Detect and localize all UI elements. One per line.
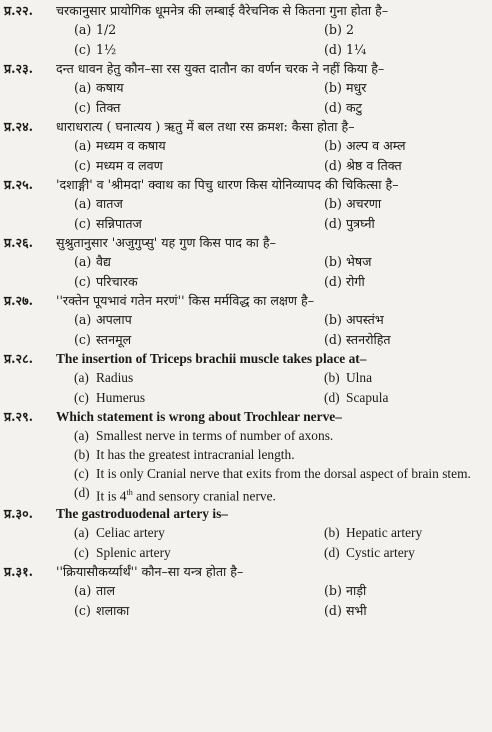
option-text: नाड़ी	[346, 583, 367, 599]
option-text: Humerus	[96, 390, 146, 405]
question-30	[4, 505, 486, 563]
question-26	[4, 234, 486, 292]
option-label: (c)	[74, 545, 89, 561]
option-label: (d)	[324, 545, 340, 561]
option-a	[74, 252, 324, 272]
option-label: (a)	[74, 312, 92, 327]
option-text: अपलाप	[96, 312, 132, 327]
question-number: प्र.२२.	[4, 3, 34, 18]
option-c	[74, 543, 324, 563]
question-24	[4, 118, 486, 176]
option-d	[74, 483, 486, 505]
option-text: 2	[346, 22, 355, 37]
option-label: (c)	[74, 158, 91, 173]
option-label: (a)	[74, 370, 89, 385]
option-text: Celiac artery	[96, 525, 165, 541]
option-text: शलाका	[96, 603, 130, 619]
question-number: प्र.२७.	[4, 293, 34, 308]
option-b	[324, 194, 486, 214]
option-label: (d)	[324, 274, 342, 289]
option-label: (b)	[74, 447, 90, 462]
question-text: चरकानुसार प्रायोगिक धूमनेत्र की लम्बाई वैरेचनिक से कितना गुना होता है–	[56, 3, 389, 18]
option-text: अल्प व अम्ल	[346, 138, 406, 153]
option-c	[74, 330, 324, 350]
option-text: Radius	[96, 370, 134, 385]
option-text: वैद्य	[96, 254, 111, 269]
option-label: (a)	[74, 138, 92, 153]
option-label: (b)	[324, 80, 342, 95]
question-23	[4, 60, 486, 118]
option-text: Smallest nerve in terms of number of axons.	[96, 428, 334, 443]
question-text: 'दशाङ्गी' व 'श्रीमदा' क्वाथ का पिचु धारण किस योनिव्यापद की चिकित्सा है–	[56, 177, 399, 192]
question-text: धाराधरात्य ( घनात्यय ) ऋतु में बल तथा रस क्रमश: कैसा होता है–	[56, 119, 355, 134]
option-label: (b)	[324, 138, 342, 153]
question-29	[4, 408, 486, 505]
option-d	[324, 156, 486, 176]
option-text: Ulna	[346, 370, 373, 385]
option-a	[74, 426, 486, 445]
option-a	[74, 368, 324, 388]
question-number: प्र.२९.	[4, 409, 34, 424]
option-label: (d)	[324, 216, 342, 231]
option-c	[74, 40, 324, 60]
option-text: Scapula	[346, 390, 389, 405]
question-number: प्र.२३.	[4, 61, 34, 76]
option-text: सन्निपातज	[96, 216, 142, 231]
option-text: पुत्रघ्नी	[346, 216, 375, 231]
option-text: 1½	[96, 42, 117, 57]
option-text: कटु	[346, 100, 363, 115]
option-a	[74, 310, 324, 330]
question-25	[4, 176, 486, 234]
option-label: (b)	[324, 22, 342, 37]
option-a	[74, 523, 324, 543]
option-label: (a)	[74, 583, 92, 599]
option-text: Cystic artery	[346, 545, 415, 561]
option-text: अचरणा	[346, 196, 382, 211]
option-text: स्तनरोहित	[346, 332, 391, 347]
option-text: रोगी	[346, 274, 365, 289]
option-d	[324, 601, 486, 621]
option-b	[324, 523, 486, 543]
option-label: (d)	[324, 390, 340, 405]
option-text: It is 4th and sensory cranial nerve.	[96, 488, 276, 504]
option-text: Hepatic artery	[346, 525, 423, 541]
option-d	[324, 543, 486, 563]
option-label: (b)	[324, 583, 342, 599]
option-text: श्रेष्ठ व तिक्त	[346, 158, 402, 173]
option-c	[74, 388, 324, 408]
option-label: (b)	[324, 525, 340, 541]
option-text: तिक्त	[96, 100, 121, 115]
option-b	[324, 136, 486, 156]
option-label: (d)	[324, 158, 342, 173]
option-c	[74, 464, 486, 483]
option-label: (a)	[74, 80, 92, 95]
question-number: प्र.२८.	[4, 351, 34, 366]
option-text: भेषज	[346, 254, 372, 269]
option-a	[74, 136, 324, 156]
option-text: 1/2	[96, 22, 117, 37]
option-label: (d)	[324, 42, 342, 57]
option-text: स्तनमूल	[96, 332, 132, 347]
option-text: अपस्तंभ	[346, 312, 384, 327]
option-label: (c)	[74, 274, 91, 289]
option-text: मधुर	[346, 80, 367, 95]
option-d	[324, 330, 486, 350]
option-d	[324, 388, 486, 408]
question-number: प्र.२४.	[4, 119, 34, 134]
option-c	[74, 272, 324, 292]
question-text: The insertion of Triceps brachii muscle takes place at–	[56, 351, 367, 366]
option-d	[324, 40, 486, 60]
option-a	[74, 78, 324, 98]
question-number: प्र.३१.	[4, 564, 34, 580]
question-text: दन्त धावन हेतु कौन–सा रस युक्त दातौन का वर्णन चरक ने नहीं किया है–	[56, 61, 385, 76]
question-number: प्र.२५.	[4, 177, 34, 192]
option-text: It is only Cranial nerve that exits from the dorsal aspect of brain stem.	[96, 466, 471, 481]
question-text: ''क्रियासौकर्य्यार्थं'' कौन–सा यन्त्र होता है–	[56, 564, 244, 580]
option-label: (b)	[324, 196, 342, 211]
option-d	[324, 98, 486, 118]
option-label: (d)	[74, 485, 90, 500]
option-label: (a)	[74, 22, 92, 37]
option-b	[324, 78, 486, 98]
option-label: (c)	[74, 100, 91, 115]
option-text: मध्यम व कषाय	[96, 138, 166, 153]
option-c	[74, 98, 324, 118]
option-label: (c)	[74, 466, 89, 481]
option-a	[74, 581, 324, 601]
option-label: (c)	[74, 332, 91, 347]
option-text: सभी	[346, 603, 367, 619]
question-22	[4, 2, 486, 60]
option-a	[74, 20, 324, 40]
option-text: परिचारक	[96, 274, 138, 289]
option-text: Splenic artery	[96, 545, 171, 561]
option-label: (b)	[324, 370, 340, 385]
question-number: प्र.३०.	[4, 506, 34, 522]
question-27	[4, 292, 486, 350]
option-text: मध्यम व लवण	[96, 158, 163, 173]
question-number: प्र.२६.	[4, 235, 34, 250]
question-28	[4, 350, 486, 408]
option-label: (b)	[324, 312, 342, 327]
option-text: कषाय	[96, 80, 124, 95]
option-d	[324, 272, 486, 292]
option-b	[324, 581, 486, 601]
option-label: (d)	[324, 100, 342, 115]
option-c	[74, 601, 324, 621]
option-c	[74, 156, 324, 176]
option-label: (c)	[74, 216, 91, 231]
question-text: The gastroduodenal artery is–	[56, 506, 228, 522]
option-b	[74, 445, 486, 464]
option-label: (a)	[74, 254, 92, 269]
option-d	[324, 214, 486, 234]
question-text: Which statement is wrong about Trochlear nerve–	[56, 409, 342, 424]
option-label: (d)	[324, 603, 342, 619]
option-label: (c)	[74, 42, 91, 57]
option-text: 1¼	[346, 42, 367, 57]
option-b	[324, 310, 486, 330]
option-b	[324, 252, 486, 272]
option-a	[74, 194, 324, 214]
option-label: (b)	[324, 254, 342, 269]
question-31	[4, 563, 486, 621]
option-label: (a)	[74, 428, 89, 443]
option-b	[324, 368, 486, 388]
option-label: (d)	[324, 332, 342, 347]
option-text: It has the greatest intracranial length.	[96, 447, 295, 462]
option-text: वातज	[96, 196, 123, 211]
option-text: ताल	[96, 583, 115, 599]
question-text: सुश्रुतानुसार 'अजुगुप्सु' यह गुण किस पाद का है–	[56, 235, 276, 250]
option-b	[324, 20, 486, 40]
question-text: ''रक्तेन पूयभावं गतेन मरणं'' किस मर्मविद्ध का लक्षण है–	[56, 293, 314, 308]
option-label: (c)	[74, 603, 91, 619]
option-label: (a)	[74, 196, 92, 211]
option-label: (c)	[74, 390, 89, 405]
option-c	[74, 214, 324, 234]
option-label: (a)	[74, 525, 89, 541]
